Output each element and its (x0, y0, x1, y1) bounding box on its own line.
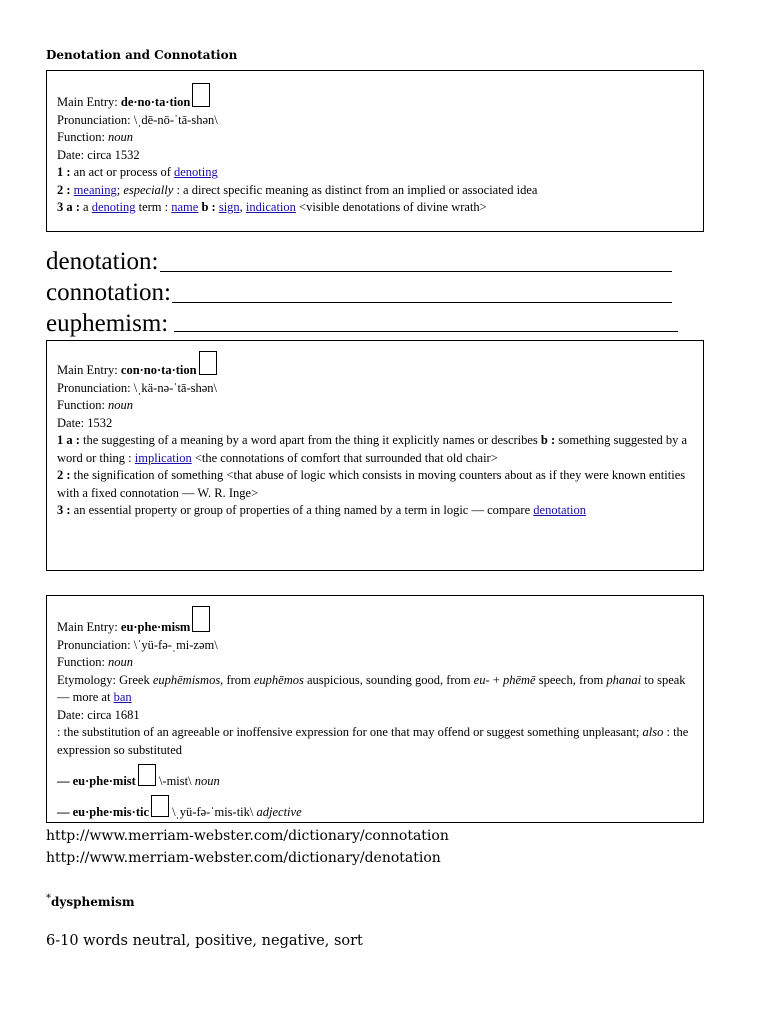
link-denotation[interactable]: denotation (533, 503, 587, 517)
function-line: Function: noun (57, 130, 134, 144)
instruction-text: 6-10 words neutral, positive, negative, sort (46, 933, 363, 949)
definition-3: 3 a : a denoting term : name b : sign, indication <visible denotations of divine wrath> (57, 200, 487, 214)
source-url-connotation[interactable]: http://www.merriam-webster.com/dictionary/connotation (46, 828, 449, 844)
main-entry-line: Main Entry: de·no·ta·tion (57, 83, 693, 112)
dysphemism-note: *dysphemism (46, 893, 135, 909)
link-sign[interactable]: sign (218, 200, 240, 214)
euphemism-blank-label: euphemism: (46, 310, 169, 337)
headword: con·no·ta·tion (120, 363, 197, 377)
run-on-euphemist: — eu·phe·mist \-mist\ noun (57, 764, 693, 791)
definition-3: 3 : an essential property or group of properties of a thing named by a term in logic — compare denotation (57, 503, 587, 517)
link-denoting-2[interactable]: denoting (91, 200, 136, 214)
pronunciation: \ˌdē-nō-ˈtā-shən\ (133, 112, 218, 127)
function-line: Function: noun (57, 655, 134, 669)
run-on-euphemistic: — eu·phe·mis·tic \ˌyü-fə-ˈmis-tik\ adjective (57, 795, 693, 822)
connotation-entry-box (46, 340, 704, 571)
asterisk: * (46, 893, 51, 904)
pronunciation-line: Pronunciation: \ˌdē-nō-ˈtā-shən\ (57, 112, 218, 127)
date-line: Date: circa 1681 (57, 707, 140, 722)
connotation-blank-label: connotation: (46, 279, 171, 306)
audio-icon[interactable] (199, 351, 217, 375)
euphemism-blank-line[interactable] (174, 331, 678, 332)
link-denoting[interactable]: denoting (173, 165, 218, 179)
pronunciation-line: Pronunciation: \ˌkä-nə-ˈtā-shən\ (57, 380, 218, 395)
link-indication[interactable]: indication (245, 200, 296, 214)
pronunciation-line: Pronunciation: \ˈyü-fə-ˌmi-zəm\ (57, 637, 218, 652)
audio-icon[interactable] (192, 83, 210, 107)
date-line: Date: circa 1532 (57, 147, 140, 162)
audio-icon[interactable] (151, 795, 169, 817)
denotation-entry-box (46, 70, 704, 232)
link-meaning[interactable]: meaning (73, 182, 117, 197)
page-title: Denotation and Connotation (46, 48, 238, 62)
main-entry-line: Main Entry: eu·phe·mism (57, 606, 693, 637)
audio-icon[interactable] (138, 764, 156, 786)
definition-1: 1 a : the suggesting of a meaning by a word apart from the thing it explicitly names or describes b : something suggested by a word or thing : implication <the connotations of comfort that surrounded that old chair> (57, 433, 688, 465)
link-implication[interactable]: implication (134, 450, 192, 465)
link-name[interactable]: name (171, 200, 199, 214)
definition-1: 1 : an act or process of denoting (57, 165, 218, 179)
definition: : the substitution of an agreeable or inoffensive expression for one that may offend or suggest something unpleasant; also : the expression so substituted (57, 725, 689, 757)
date-line: Date: 1532 (57, 415, 113, 430)
denotation-blank-label: denotation: (46, 248, 159, 275)
audio-icon[interactable] (192, 606, 210, 632)
headword: eu·phe·mism (120, 620, 191, 634)
definition-2: 2 : meaning; especially : a direct specific meaning as distinct from an implied or associated idea (57, 182, 538, 197)
etymology-line: Etymology: Greek euphēmismos, from euphēmos auspicious, sounding good, from eu- + phēmē speech, from phanai to speak — more at ban (57, 672, 686, 704)
source-url-denotation[interactable]: http://www.merriam-webster.com/dictionary/denotation (46, 850, 441, 866)
headword: de·no·ta·tion (120, 95, 191, 109)
connotation-blank-line[interactable] (172, 302, 672, 303)
denotation-blank-line[interactable] (160, 271, 672, 272)
definition-2: 2 : the signification of something <that abuse of logic which consists in moving counters about as if they were known entities with a fixed connotation — W. R. Inge> (57, 468, 686, 500)
euphemism-entry-box (46, 595, 704, 823)
function-line: Function: noun (57, 398, 134, 412)
main-entry-line: Main Entry: con·no·ta·tion (57, 351, 693, 380)
link-ban[interactable]: ban (113, 690, 132, 704)
